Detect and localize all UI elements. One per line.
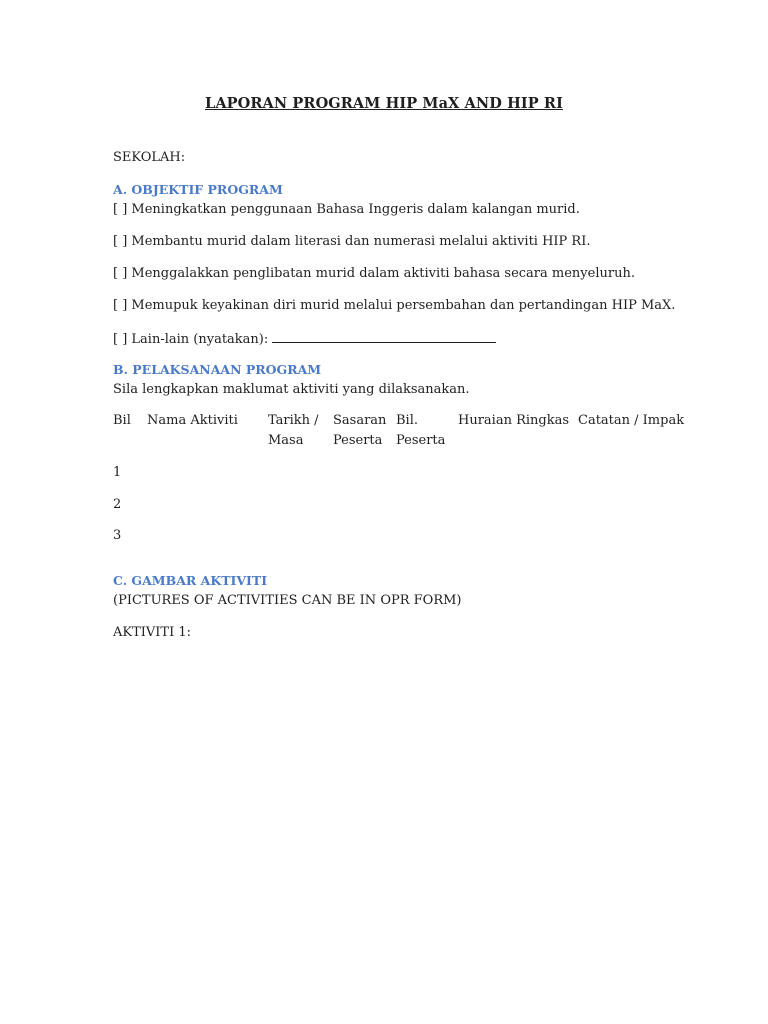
table-row-2-number: 2 (113, 497, 122, 512)
column-header-bil-peserta: Bil. Peserta (396, 413, 446, 448)
column-header-huraian-ringkas: Huraian Ringkas (458, 413, 570, 428)
activity-1-label: AKTIVITI 1: (113, 625, 192, 640)
section-b-heading: B. PELAKSANAAN PROGRAM (113, 362, 322, 377)
column-header-tarikh-masa: Tarikh / Masa (268, 413, 319, 448)
objective-other-label: [ ] Lain-lain (nyatakan): (113, 332, 273, 347)
section-b-instruction: Sila lengkapkan maklumat aktiviti yang dilaksanakan. (113, 382, 470, 397)
column-header-bil: Bil (113, 413, 131, 428)
objective-item-other (113, 328, 496, 350)
other-fill-in-line[interactable] (272, 328, 496, 343)
document-title: LAPORAN PROGRAM HIP MaX AND HIP RI (205, 95, 563, 112)
column-header-nama-aktiviti: Nama Aktiviti (147, 413, 238, 428)
column-header-sasaran-peserta: Sasaran Peserta (333, 413, 387, 448)
sekolah-label: SEKOLAH: (113, 150, 186, 165)
objective-item-2: [ ] Membantu murid dalam literasi dan numerasi melalui aktiviti HIP RI. (113, 234, 591, 249)
objective-item-1: [ ] Meningkatkan penggunaan Bahasa Inggeris dalam kalangan murid. (113, 202, 580, 217)
objective-item-4: [ ] Memupuk keyakinan diri murid melalui persembahan dan pertandingan HIP MaX. (113, 298, 676, 313)
section-c-note: (PICTURES OF ACTIVITIES CAN BE IN OPR FORM) (113, 593, 462, 608)
section-a-heading: A. OBJEKTIF PROGRAM (113, 182, 283, 197)
table-row-1-number: 1 (113, 465, 122, 480)
objective-item-3: [ ] Menggalakkan penglibatan murid dalam aktiviti bahasa secara menyeluruh. (113, 266, 635, 281)
section-c-heading: C. GAMBAR AKTIVITI (113, 573, 268, 588)
column-header-catatan-impak: Catatan / Impak (578, 413, 685, 428)
table-row-3-number: 3 (113, 528, 122, 543)
